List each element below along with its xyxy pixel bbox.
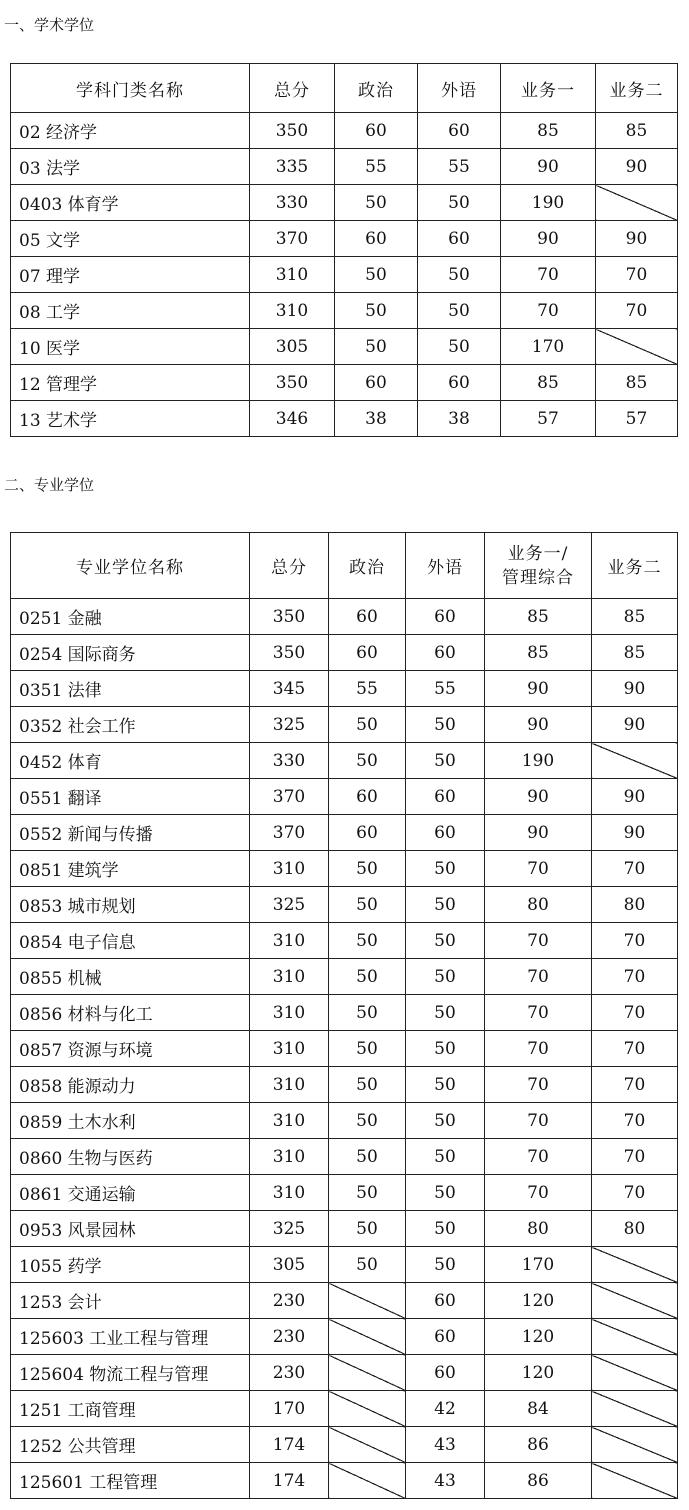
column-header: 业务二 [596,64,678,113]
score-cell: 50 [406,1175,485,1211]
score-cell: 70 [485,1103,592,1139]
discipline-name-cell: 0854 电子信息 [11,923,250,959]
score-cell: 50 [406,1247,485,1283]
score-cell: 230 [250,1355,329,1391]
score-cell: 120 [485,1355,592,1391]
score-cell: 310 [250,1175,329,1211]
discipline-name-cell: 125604 物流工程与管理 [11,1355,250,1391]
score-cell: 90 [485,779,592,815]
score-cell: 310 [250,1031,329,1067]
discipline-name-cell: 0254 国际商务 [11,635,250,671]
score-cell: 310 [250,1067,329,1103]
table-row [11,113,678,149]
score-cell: 50 [329,923,406,959]
not-applicable-cell [592,1319,678,1355]
not-applicable-cell [329,1463,406,1499]
not-applicable-cell [592,1427,678,1463]
score-cell: 50 [335,329,418,365]
score-cell: 60 [406,599,485,635]
discipline-name-cell: 0860 生物与医药 [11,1139,250,1175]
score-cell: 50 [335,185,418,221]
discipline-name-cell: 0552 新闻与传播 [11,815,250,851]
table-row [11,1427,678,1463]
table-row [11,257,678,293]
score-cell: 310 [250,923,329,959]
score-cell: 70 [485,1067,592,1103]
column-header: 外语 [418,64,501,113]
score-cell: 80 [485,1211,592,1247]
not-applicable-cell [592,1463,678,1499]
score-cell: 50 [335,293,418,329]
academic-degree-score-table [10,63,678,437]
score-cell: 85 [592,635,678,671]
score-cell: 350 [250,635,329,671]
table-row [11,707,678,743]
score-cell: 60 [329,599,406,635]
score-cell: 60 [418,365,501,401]
not-applicable-cell [592,1283,678,1319]
discipline-name-cell: 0452 体育 [11,743,250,779]
section-title-professional: 二、专业学位 [4,476,95,494]
score-cell: 38 [418,401,501,437]
score-cell: 50 [406,959,485,995]
score-cell: 70 [592,851,678,887]
score-cell: 50 [418,293,501,329]
score-cell: 174 [250,1427,329,1463]
table-row [11,671,678,707]
score-cell: 310 [250,1139,329,1175]
not-applicable-cell [329,1391,406,1427]
score-cell: 310 [250,959,329,995]
table-header-row [11,64,678,113]
table-row [11,995,678,1031]
score-cell: 70 [592,1175,678,1211]
discipline-name-cell: 02 经济学 [11,113,250,149]
discipline-name-cell: 0859 土木水利 [11,1103,250,1139]
discipline-name-cell: 0858 能源动力 [11,1067,250,1103]
score-cell: 85 [596,113,678,149]
score-cell: 310 [250,293,335,329]
table-row [11,1031,678,1067]
not-applicable-cell [596,185,678,221]
score-cell: 60 [329,635,406,671]
score-cell: 345 [250,671,329,707]
score-cell: 50 [329,1031,406,1067]
score-cell: 70 [501,257,596,293]
table-row [11,851,678,887]
score-cell: 50 [406,851,485,887]
score-cell: 55 [329,671,406,707]
score-cell: 50 [329,743,406,779]
score-cell: 70 [485,959,592,995]
discipline-name-cell: 0851 建筑学 [11,851,250,887]
score-cell: 50 [329,707,406,743]
score-cell: 84 [485,1391,592,1427]
score-cell: 55 [406,671,485,707]
discipline-name-cell: 03 法学 [11,149,250,185]
score-cell: 60 [406,635,485,671]
score-cell: 190 [485,743,592,779]
table-row [11,959,678,995]
discipline-name-cell: 0953 风景园林 [11,1211,250,1247]
score-cell: 85 [485,635,592,671]
score-cell: 50 [329,1211,406,1247]
column-header: 政治 [335,64,418,113]
discipline-name-cell: 0351 法律 [11,671,250,707]
discipline-name-cell: 1055 药学 [11,1247,250,1283]
score-cell: 60 [329,815,406,851]
discipline-name-cell: 1251 工商管理 [11,1391,250,1427]
discipline-name-cell: 0403 体育学 [11,185,250,221]
score-cell: 86 [485,1463,592,1499]
discipline-name-cell: 12 管理学 [11,365,250,401]
score-cell: 60 [329,779,406,815]
score-cell: 90 [485,707,592,743]
score-cell: 50 [329,1247,406,1283]
table-row [11,1067,678,1103]
score-cell: 50 [329,959,406,995]
score-cell: 50 [329,1103,406,1139]
column-header: 业务一 [501,64,596,113]
score-cell: 70 [485,851,592,887]
score-cell: 57 [596,401,678,437]
professional-degree-score-table [10,532,678,1499]
table-row [11,1211,678,1247]
score-cell: 55 [335,149,418,185]
score-cell: 90 [592,779,678,815]
discipline-name-cell: 0861 交通运输 [11,1175,250,1211]
table-row [11,329,678,365]
discipline-name-cell: 07 理学 [11,257,250,293]
score-cell: 190 [501,185,596,221]
score-cell: 85 [501,113,596,149]
column-header: 学科门类名称 [11,64,250,113]
score-cell: 43 [406,1427,485,1463]
score-cell: 60 [406,1319,485,1355]
column-header: 外语 [406,533,485,599]
score-cell: 330 [250,185,335,221]
score-cell: 38 [335,401,418,437]
score-cell: 50 [329,995,406,1031]
table-row [11,743,678,779]
score-cell: 90 [592,671,678,707]
score-cell: 50 [329,1175,406,1211]
table-row [11,1391,678,1427]
score-cell: 70 [485,1139,592,1175]
score-cell: 230 [250,1283,329,1319]
score-cell: 70 [596,257,678,293]
score-cell: 90 [592,815,678,851]
score-cell: 370 [250,815,329,851]
score-cell: 50 [406,743,485,779]
score-cell: 335 [250,149,335,185]
score-cell: 60 [406,815,485,851]
score-cell: 330 [250,743,329,779]
table-row [11,401,678,437]
table-row [11,1175,678,1211]
table-row [11,887,678,923]
score-cell: 70 [592,1139,678,1175]
score-cell: 60 [406,1355,485,1391]
table-row [11,365,678,401]
score-cell: 170 [485,1247,592,1283]
column-header: 专业学位名称 [11,533,250,599]
discipline-name-cell: 125601 工程管理 [11,1463,250,1499]
score-cell: 325 [250,1211,329,1247]
score-cell: 370 [250,221,335,257]
discipline-name-cell: 0352 社会工作 [11,707,250,743]
score-cell: 350 [250,599,329,635]
table-row [11,779,678,815]
score-cell: 70 [596,293,678,329]
score-cell: 85 [485,599,592,635]
score-cell: 50 [406,1067,485,1103]
table-row [11,815,678,851]
discipline-name-cell: 0857 资源与环境 [11,1031,250,1067]
score-cell: 55 [418,149,501,185]
discipline-name-cell: 125603 工业工程与管理 [11,1319,250,1355]
score-cell: 170 [501,329,596,365]
score-cell: 80 [592,1211,678,1247]
score-cell: 85 [501,365,596,401]
discipline-name-cell: 0551 翻译 [11,779,250,815]
score-cell: 70 [501,293,596,329]
score-cell: 70 [485,995,592,1031]
score-cell: 310 [250,851,329,887]
table-row [11,1355,678,1391]
score-cell: 86 [485,1427,592,1463]
score-cell: 60 [406,779,485,815]
score-cell: 50 [406,923,485,959]
score-cell: 60 [335,113,418,149]
score-cell: 50 [406,995,485,1031]
table-header-row [11,533,678,599]
not-applicable-cell [329,1319,406,1355]
table-row [11,599,678,635]
score-cell: 120 [485,1283,592,1319]
score-cell: 346 [250,401,335,437]
score-cell: 120 [485,1319,592,1355]
discipline-name-cell: 0855 机械 [11,959,250,995]
discipline-name-cell: 0853 城市规划 [11,887,250,923]
column-header: 政治 [329,533,406,599]
table-row [11,1283,678,1319]
score-cell: 50 [406,1211,485,1247]
score-cell: 70 [592,1067,678,1103]
not-applicable-cell [596,329,678,365]
score-cell: 90 [596,149,678,185]
score-cell: 90 [501,221,596,257]
discipline-name-cell: 1253 会计 [11,1283,250,1319]
score-cell: 310 [250,1103,329,1139]
score-cell: 50 [329,851,406,887]
discipline-name-cell: 10 医学 [11,329,250,365]
table-row [11,1247,678,1283]
score-cell: 50 [329,1139,406,1175]
score-cell: 310 [250,257,335,293]
table-row [11,1319,678,1355]
score-cell: 70 [592,923,678,959]
score-cell: 85 [596,365,678,401]
score-cell: 85 [592,599,678,635]
score-cell: 370 [250,779,329,815]
table-row [11,221,678,257]
discipline-name-cell: 13 艺术学 [11,401,250,437]
score-cell: 50 [329,1067,406,1103]
score-cell: 80 [592,887,678,923]
score-cell: 90 [485,671,592,707]
score-cell: 90 [501,149,596,185]
table-row [11,1139,678,1175]
score-cell: 50 [406,707,485,743]
column-header: 总分 [250,533,329,599]
score-cell: 60 [418,221,501,257]
score-cell: 70 [485,923,592,959]
score-cell: 230 [250,1319,329,1355]
score-cell: 50 [406,887,485,923]
score-cell: 70 [485,1031,592,1067]
score-cell: 50 [329,887,406,923]
column-header: 业务二 [592,533,678,599]
score-cell: 50 [418,185,501,221]
not-applicable-cell [329,1283,406,1319]
discipline-name-cell: 08 工学 [11,293,250,329]
score-cell: 70 [592,1103,678,1139]
not-applicable-cell [592,1247,678,1283]
score-cell: 90 [596,221,678,257]
score-cell: 50 [406,1139,485,1175]
not-applicable-cell [329,1355,406,1391]
column-header-line: 业务一/ [507,543,569,564]
score-cell: 57 [501,401,596,437]
score-cell: 60 [406,1283,485,1319]
not-applicable-cell [592,743,678,779]
score-cell: 50 [418,257,501,293]
table-row [11,149,678,185]
score-cell: 305 [250,1247,329,1283]
discipline-name-cell: 0251 金融 [11,599,250,635]
column-header-line: 管理综合 [502,567,574,588]
discipline-name-cell: 1252 公共管理 [11,1427,250,1463]
table-row [11,635,678,671]
not-applicable-cell [329,1427,406,1463]
score-cell: 70 [592,995,678,1031]
discipline-name-cell: 05 文学 [11,221,250,257]
not-applicable-cell [592,1355,678,1391]
score-cell: 42 [406,1391,485,1427]
score-cell: 60 [335,221,418,257]
score-cell: 50 [335,257,418,293]
table-row [11,293,678,329]
score-cell: 325 [250,707,329,743]
column-header: 总分 [250,64,335,113]
score-cell: 80 [485,887,592,923]
table-row [11,185,678,221]
table-row [11,1463,678,1499]
score-cell: 50 [406,1031,485,1067]
table-row [11,923,678,959]
score-cell: 60 [418,113,501,149]
score-cell: 170 [250,1391,329,1427]
score-cell: 60 [335,365,418,401]
score-cell: 70 [592,1031,678,1067]
column-header [485,533,592,599]
score-cell: 70 [485,1175,592,1211]
score-cell: 70 [592,959,678,995]
score-cell: 90 [592,707,678,743]
score-cell: 174 [250,1463,329,1499]
not-applicable-cell [592,1391,678,1427]
score-cell: 350 [250,113,335,149]
score-cell: 50 [406,1103,485,1139]
score-cell: 350 [250,365,335,401]
section-title-academic: 一、学术学位 [4,16,95,34]
table-row [11,1103,678,1139]
discipline-name-cell: 0856 材料与化工 [11,995,250,1031]
score-cell: 50 [418,329,501,365]
score-cell: 305 [250,329,335,365]
score-cell: 43 [406,1463,485,1499]
score-cell: 310 [250,995,329,1031]
score-cell: 90 [485,815,592,851]
score-cell: 325 [250,887,329,923]
